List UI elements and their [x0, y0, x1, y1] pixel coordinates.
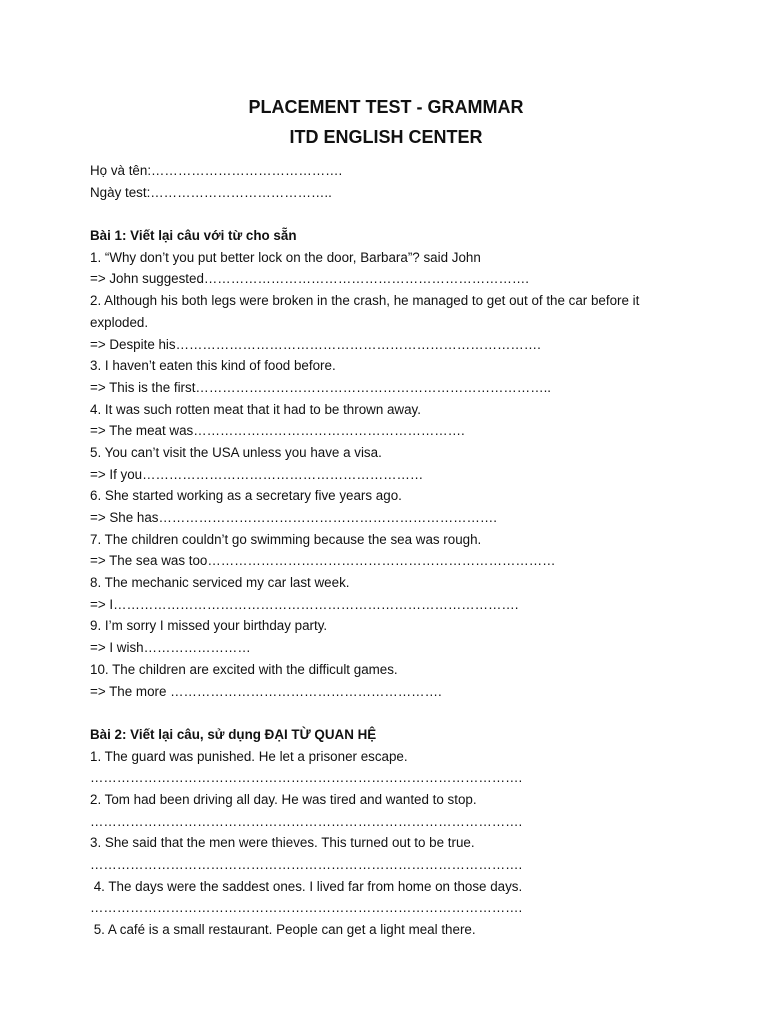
- section-1-answer-10: => The more …………………………………………………….: [90, 683, 442, 699]
- section-1-title: Bài 1: Viết lại câu với từ cho sẵn: [90, 228, 297, 244]
- section-2-question-3: 3. She said that the men were thieves. This turned out to be true.: [90, 835, 475, 851]
- page-subtitle: ITD ENGLISH CENTER: [289, 127, 483, 147]
- section-1-question-6: 6. She started working as a secretary five years ago.: [90, 488, 402, 504]
- spacer: [90, 702, 690, 724]
- section-2-answer-2: …………………………………………………………………………………….: [90, 813, 523, 829]
- section-1-answer-4: => The meat was…………………………………………………….: [90, 423, 465, 439]
- section-1-question-3: 3. I haven’t eaten this kind of food before.: [90, 358, 336, 374]
- name-line: Họ và tên:…………………………………….: [90, 163, 343, 178]
- section-1-answer-5: => If you………………………………………………………: [90, 466, 424, 482]
- section-1-question-8: 8. The mechanic serviced my car last week.: [90, 575, 350, 591]
- spacer: [90, 203, 690, 225]
- section-1-answer-7: => The sea was too……………………………………………………………………: [90, 553, 556, 569]
- section-1-answer-6: => She has………………………………………………………………….: [90, 510, 497, 526]
- section-1-question-7: 7. The children couldn’t go swimming because the sea was rough.: [90, 531, 482, 547]
- worksheet-page: [90, 92, 690, 941]
- section-1-answer-9: => I wish……………………: [90, 640, 251, 656]
- section-1-question-10: 10. The children are excited with the difficult games.: [90, 661, 398, 677]
- section-1-question-1: 1. “Why don’t you put better lock on the door, Barbara”? said John: [90, 249, 481, 265]
- section-1-answer-3: => This is the first……………………………………………………………………..: [90, 379, 552, 395]
- section-1-question-9: 9. I’m sorry I missed your birthday party.: [90, 618, 328, 634]
- section-1-answer-8: => I……………………………………………………………………………….: [90, 596, 519, 612]
- section-2-question-5: 5. A café is a small restaurant. People can get a light meal there.: [90, 922, 476, 938]
- section-2-answer-3: …………………………………………………………………………………….: [90, 857, 523, 873]
- section-2-answer-4: …………………………………………………………………………………….: [90, 900, 523, 916]
- section-1-answer-2: => Despite his……………………………………………………………………….: [90, 336, 541, 352]
- section-2-answer-1: …………………………………………………………………………………….: [90, 770, 523, 786]
- section-2-question-4: 4. The days were the saddest ones. I lived far from home on those days.: [90, 878, 523, 894]
- date-line: Ngày test:…………………………………..: [90, 184, 332, 200]
- section-2-title: Bài 2: Viết lại câu, sử dụng ĐẠI TỪ QUAN HỆ: [90, 726, 377, 742]
- section-1-question-2: 2. Although his both legs were broken in the crash, he managed to get out of the car before it exploded.: [90, 293, 640, 330]
- section-2-question-1: 1. The guard was punished. He let a prisoner escape.: [90, 748, 408, 764]
- section-1-answer-1: => John suggested……………………………………………………………….: [90, 271, 530, 287]
- title-block: [90, 92, 690, 152]
- section-1-question-5: 5. You can’t visit the USA unless you have a visa.: [90, 444, 382, 460]
- page-title: PLACEMENT TEST - GRAMMAR: [248, 97, 524, 117]
- section-2-question-2: 2. Tom had been driving all day. He was tired and wanted to stop.: [90, 791, 477, 807]
- section-1-question-4: 4. It was such rotten meat that it had to be thrown away.: [90, 401, 421, 417]
